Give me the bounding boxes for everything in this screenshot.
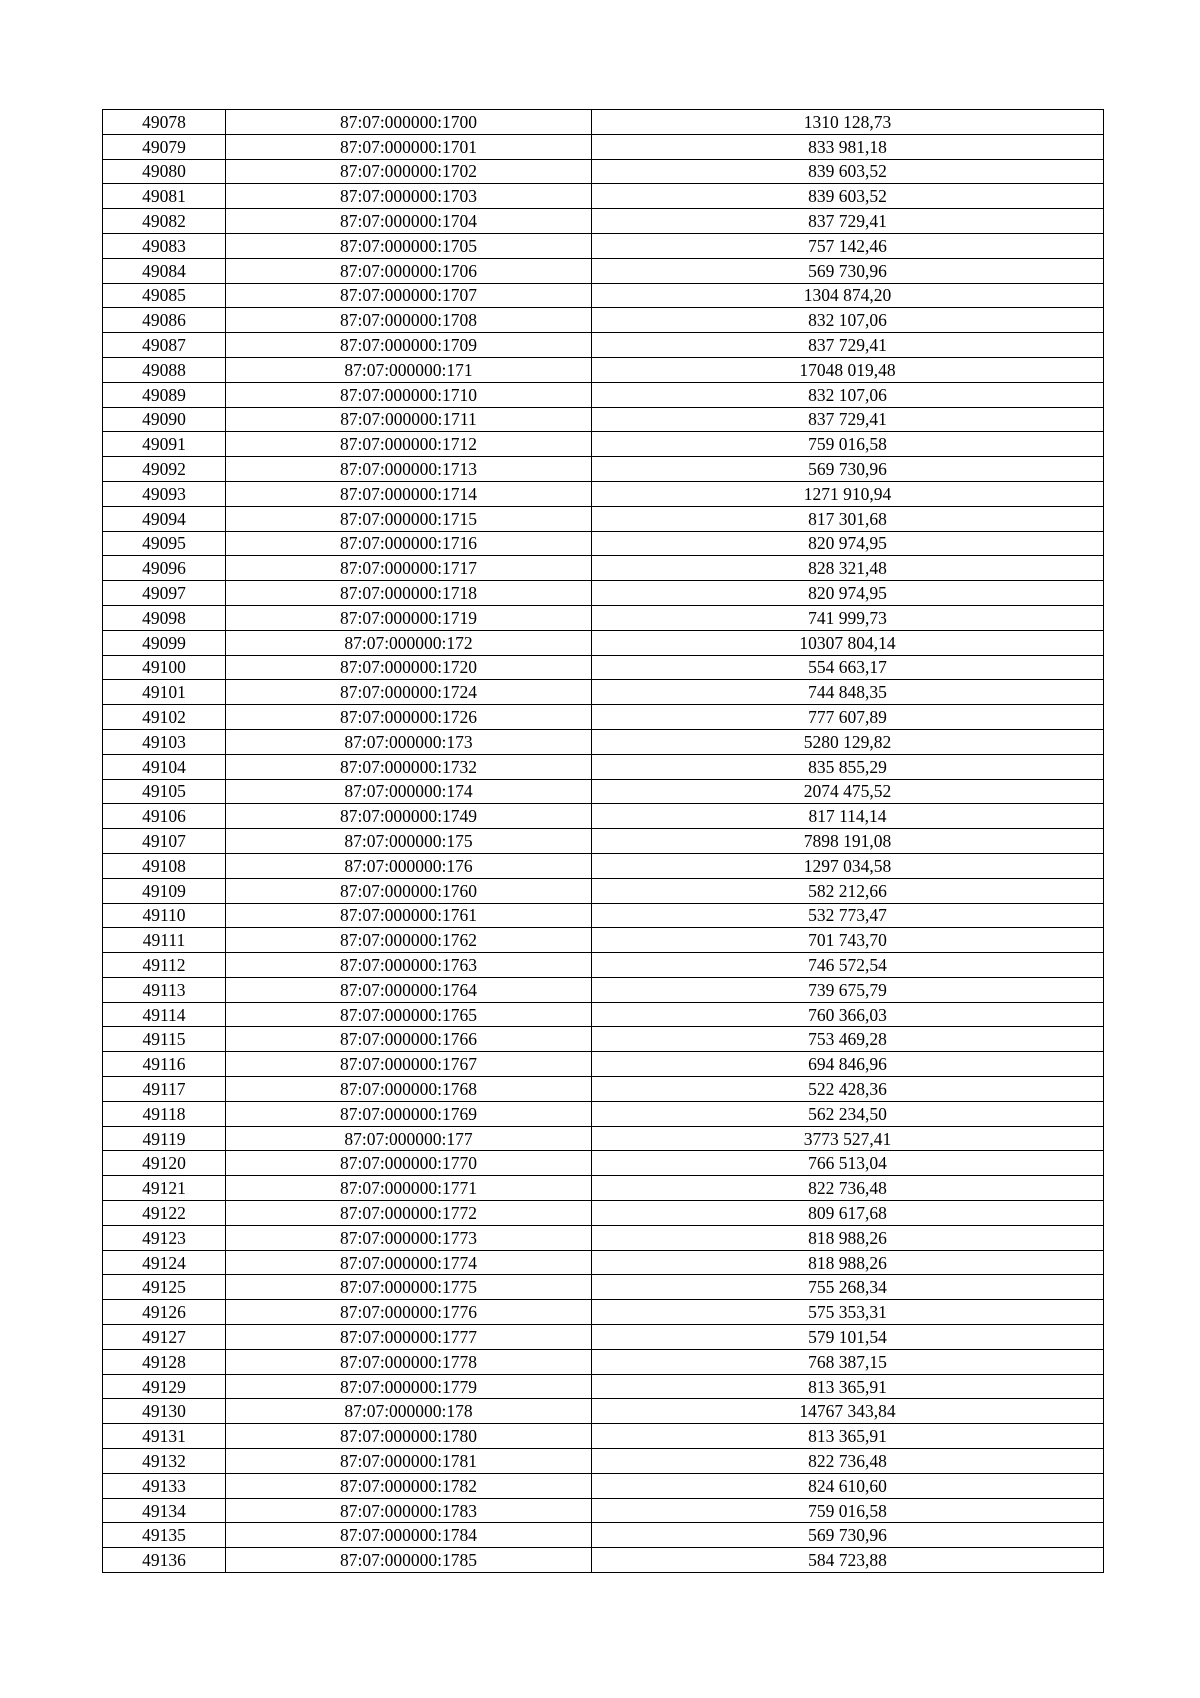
table-row [103,457,1104,482]
cadastral-number-cell: 87:07:000000:1776 [226,1300,592,1325]
row-number-cell: 49103 [103,729,226,754]
row-number-cell: 49096 [103,556,226,581]
row-number-cell: 49133 [103,1473,226,1498]
row-number-cell: 49106 [103,804,226,829]
row-number-cell: 49110 [103,903,226,928]
table-row [103,1349,1104,1374]
row-number-cell: 49125 [103,1275,226,1300]
cadastral-number-cell: 87:07:000000:1778 [226,1349,592,1374]
cadastral-number-cell: 87:07:000000:1760 [226,878,592,903]
cadastral-value-cell: 569 730,96 [592,1523,1104,1548]
table-row [103,581,1104,606]
cadastral-number-cell: 87:07:000000:1761 [226,903,592,928]
cadastral-value-cell: 822 736,48 [592,1449,1104,1474]
cadastral-number-cell: 87:07:000000:1707 [226,283,592,308]
cadastral-number-cell: 87:07:000000:1717 [226,556,592,581]
cadastral-number-cell: 87:07:000000:175 [226,829,592,854]
table-row [103,1176,1104,1201]
table-row [103,382,1104,407]
table-row [103,1523,1104,1548]
cadastral-number-cell: 87:07:000000:1709 [226,333,592,358]
cadastral-number-cell: 87:07:000000:1703 [226,184,592,209]
row-number-cell: 49090 [103,407,226,432]
table-row [103,481,1104,506]
row-number-cell: 49105 [103,779,226,804]
row-number-cell: 49083 [103,233,226,258]
row-number-cell: 49122 [103,1201,226,1226]
row-number-cell: 49118 [103,1101,226,1126]
cadastral-number-cell: 87:07:000000:1732 [226,754,592,779]
row-number-cell: 49115 [103,1027,226,1052]
table-row [103,1498,1104,1523]
cadastral-number-cell: 87:07:000000:1784 [226,1523,592,1548]
cadastral-value-cell: 753 469,28 [592,1027,1104,1052]
cadastral-value-cell: 1310 128,73 [592,110,1104,135]
row-number-cell: 49117 [103,1077,226,1102]
row-number-cell: 49086 [103,308,226,333]
table-row [103,953,1104,978]
row-number-cell: 49097 [103,581,226,606]
cadastral-value-cell: 569 730,96 [592,258,1104,283]
table-row [103,853,1104,878]
cadastral-value-cell: 562 234,50 [592,1101,1104,1126]
row-number-cell: 49128 [103,1349,226,1374]
cadastral-number-cell: 87:07:000000:1774 [226,1250,592,1275]
cadastral-value-cell: 14767 343,84 [592,1399,1104,1424]
cadastral-value-cell: 744 848,35 [592,680,1104,705]
cadastral-value-cell: 584 723,88 [592,1548,1104,1573]
cadastral-value-cell: 832 107,06 [592,382,1104,407]
cadastral-number-cell: 87:07:000000:1769 [226,1101,592,1126]
cadastral-value-cell: 1297 034,58 [592,853,1104,878]
cadastral-value-cell: 10307 804,14 [592,630,1104,655]
row-number-cell: 49109 [103,878,226,903]
cadastral-value-cell: 828 321,48 [592,556,1104,581]
cadastral-number-cell: 87:07:000000:1783 [226,1498,592,1523]
row-number-cell: 49116 [103,1052,226,1077]
cadastral-value-cell: 837 729,41 [592,209,1104,234]
table-row [103,1548,1104,1573]
row-number-cell: 49120 [103,1151,226,1176]
table-row [103,233,1104,258]
cadastral-value-cell: 759 016,58 [592,1498,1104,1523]
table-row [103,1225,1104,1250]
cadastral-value-cell: 837 729,41 [592,333,1104,358]
cadastral-number-cell: 87:07:000000:176 [226,853,592,878]
row-number-cell: 49079 [103,134,226,159]
cadastral-number-cell: 87:07:000000:1775 [226,1275,592,1300]
cadastral-number-cell: 87:07:000000:1749 [226,804,592,829]
row-number-cell: 49129 [103,1374,226,1399]
table-row [103,1374,1104,1399]
cadastral-value-cell: 5280 129,82 [592,729,1104,754]
cadastral-number-cell: 87:07:000000:1700 [226,110,592,135]
cadastral-value-cell: 3773 527,41 [592,1126,1104,1151]
cadastral-number-cell: 87:07:000000:1781 [226,1449,592,1474]
row-number-cell: 49089 [103,382,226,407]
table-row [103,1300,1104,1325]
cadastral-number-cell: 87:07:000000:1770 [226,1151,592,1176]
cadastral-number-cell: 87:07:000000:1714 [226,481,592,506]
cadastral-value-cell: 532 773,47 [592,903,1104,928]
cadastral-value-cell: 760 366,03 [592,1002,1104,1027]
table-row [103,1449,1104,1474]
cadastral-value-cell: 1271 910,94 [592,481,1104,506]
cadastral-number-cell: 87:07:000000:1708 [226,308,592,333]
cadastral-value-cell: 569 730,96 [592,457,1104,482]
cadastral-value-cell: 837 729,41 [592,407,1104,432]
table-body [103,110,1104,1573]
cadastral-number-cell: 87:07:000000:1779 [226,1374,592,1399]
cadastral-value-cell: 741 999,73 [592,605,1104,630]
table-row [103,630,1104,655]
table-row [103,1473,1104,1498]
cadastral-number-cell: 87:07:000000:1785 [226,1548,592,1573]
row-number-cell: 49131 [103,1424,226,1449]
table-row [103,184,1104,209]
table-row [103,1399,1104,1424]
row-number-cell: 49078 [103,110,226,135]
row-number-cell: 49091 [103,432,226,457]
cadastral-value-cell: 813 365,91 [592,1374,1104,1399]
table-row [103,159,1104,184]
row-number-cell: 49095 [103,531,226,556]
cadastral-value-cell: 818 988,26 [592,1225,1104,1250]
cadastral-value-cell: 579 101,54 [592,1325,1104,1350]
row-number-cell: 49107 [103,829,226,854]
table-row [103,928,1104,953]
cadastral-number-cell: 87:07:000000:1777 [226,1325,592,1350]
cadastral-value-cell: 582 212,66 [592,878,1104,903]
table-row [103,754,1104,779]
cadastral-value-cell: 820 974,95 [592,581,1104,606]
cadastral-value-cell: 833 981,18 [592,134,1104,159]
table-row [103,655,1104,680]
cadastral-number-cell: 87:07:000000:1710 [226,382,592,407]
cadastral-number-cell: 87:07:000000:1762 [226,928,592,953]
cadastral-value-cell: 739 675,79 [592,977,1104,1002]
cadastral-value-cell: 554 663,17 [592,655,1104,680]
cadastral-number-cell: 87:07:000000:1766 [226,1027,592,1052]
table-row [103,432,1104,457]
cadastral-value-cell: 522 428,36 [592,1077,1104,1102]
table-row [103,680,1104,705]
table-row [103,333,1104,358]
cadastral-number-cell: 87:07:000000:1702 [226,159,592,184]
cadastral-value-cell: 835 855,29 [592,754,1104,779]
cadastral-number-cell: 87:07:000000:1771 [226,1176,592,1201]
table-row [103,1002,1104,1027]
table-row [103,110,1104,135]
cadastral-value-cell: 817 301,68 [592,506,1104,531]
table-row [103,1250,1104,1275]
cadastral-value-cell: 839 603,52 [592,184,1104,209]
row-number-cell: 49085 [103,283,226,308]
table-row [103,804,1104,829]
cadastral-value-cell: 701 743,70 [592,928,1104,953]
table-row [103,1151,1104,1176]
cadastral-value-cell: 694 846,96 [592,1052,1104,1077]
row-number-cell: 49114 [103,1002,226,1027]
cadastral-value-cell: 824 610,60 [592,1473,1104,1498]
cadastral-number-cell: 87:07:000000:174 [226,779,592,804]
table-row [103,357,1104,382]
cadastral-number-cell: 87:07:000000:1782 [226,1473,592,1498]
table-row [103,407,1104,432]
cadastral-value-cell: 813 365,91 [592,1424,1104,1449]
table-row [103,506,1104,531]
row-number-cell: 49093 [103,481,226,506]
cadastral-value-cell: 575 353,31 [592,1300,1104,1325]
cadastral-number-cell: 87:07:000000:1716 [226,531,592,556]
cadastral-value-cell: 2074 475,52 [592,779,1104,804]
cadastral-number-cell: 87:07:000000:1773 [226,1225,592,1250]
cadastral-number-cell: 87:07:000000:177 [226,1126,592,1151]
cadastral-number-cell: 87:07:000000:1706 [226,258,592,283]
row-number-cell: 49135 [103,1523,226,1548]
table-row [103,705,1104,730]
table-row [103,209,1104,234]
table-row [103,829,1104,854]
table-row [103,729,1104,754]
table-row [103,779,1104,804]
cadastral-value-cell: 820 974,95 [592,531,1104,556]
cadastral-number-cell: 87:07:000000:1720 [226,655,592,680]
table-row [103,903,1104,928]
row-number-cell: 49082 [103,209,226,234]
row-number-cell: 49098 [103,605,226,630]
row-number-cell: 49130 [103,1399,226,1424]
cadastral-number-cell: 87:07:000000:1780 [226,1424,592,1449]
cadastral-number-cell: 87:07:000000:1764 [226,977,592,1002]
table-row [103,556,1104,581]
cadastral-value-table [102,109,1104,1573]
row-number-cell: 49101 [103,680,226,705]
cadastral-number-cell: 87:07:000000:1718 [226,581,592,606]
cadastral-number-cell: 87:07:000000:1704 [226,209,592,234]
cadastral-value-cell: 755 268,34 [592,1275,1104,1300]
cadastral-value-cell: 17048 019,48 [592,357,1104,382]
cadastral-number-cell: 87:07:000000:1701 [226,134,592,159]
cadastral-value-cell: 832 107,06 [592,308,1104,333]
table-row [103,878,1104,903]
table-row [103,283,1104,308]
row-number-cell: 49084 [103,258,226,283]
table-row [103,1325,1104,1350]
table-row [103,1126,1104,1151]
cadastral-value-cell: 7898 191,08 [592,829,1104,854]
row-number-cell: 49100 [103,655,226,680]
cadastral-number-cell: 87:07:000000:172 [226,630,592,655]
row-number-cell: 49123 [103,1225,226,1250]
cadastral-value-cell: 746 572,54 [592,953,1104,978]
cadastral-number-cell: 87:07:000000:1763 [226,953,592,978]
cadastral-number-cell: 87:07:000000:1768 [226,1077,592,1102]
row-number-cell: 49121 [103,1176,226,1201]
table-row [103,977,1104,1002]
row-number-cell: 49102 [103,705,226,730]
cadastral-number-cell: 87:07:000000:1724 [226,680,592,705]
cadastral-value-cell: 768 387,15 [592,1349,1104,1374]
cadastral-number-cell: 87:07:000000:173 [226,729,592,754]
cadastral-number-cell: 87:07:000000:1715 [226,506,592,531]
cadastral-number-cell: 87:07:000000:1765 [226,1002,592,1027]
table-row [103,1201,1104,1226]
row-number-cell: 49104 [103,754,226,779]
row-number-cell: 49124 [103,1250,226,1275]
cadastral-value-cell: 759 016,58 [592,432,1104,457]
cadastral-value-cell: 839 603,52 [592,159,1104,184]
table-row [103,1052,1104,1077]
cadastral-value-cell: 1304 874,20 [592,283,1104,308]
cadastral-number-cell: 87:07:000000:1705 [226,233,592,258]
table-row [103,134,1104,159]
cadastral-number-cell: 87:07:000000:1772 [226,1201,592,1226]
cadastral-number-cell: 87:07:000000:1726 [226,705,592,730]
cadastral-value-cell: 822 736,48 [592,1176,1104,1201]
row-number-cell: 49132 [103,1449,226,1474]
row-number-cell: 49113 [103,977,226,1002]
row-number-cell: 49126 [103,1300,226,1325]
cadastral-value-cell: 817 114,14 [592,804,1104,829]
cadastral-number-cell: 87:07:000000:178 [226,1399,592,1424]
cadastral-value-cell: 818 988,26 [592,1250,1104,1275]
cadastral-value-cell: 757 142,46 [592,233,1104,258]
row-number-cell: 49081 [103,184,226,209]
row-number-cell: 49108 [103,853,226,878]
row-number-cell: 49127 [103,1325,226,1350]
row-number-cell: 49112 [103,953,226,978]
row-number-cell: 49111 [103,928,226,953]
cadastral-number-cell: 87:07:000000:171 [226,357,592,382]
table-row [103,1101,1104,1126]
table-row [103,1275,1104,1300]
row-number-cell: 49136 [103,1548,226,1573]
table-row [103,308,1104,333]
row-number-cell: 49087 [103,333,226,358]
row-number-cell: 49088 [103,357,226,382]
table-row [103,1424,1104,1449]
table-row [103,1027,1104,1052]
table-row [103,531,1104,556]
row-number-cell: 49134 [103,1498,226,1523]
cadastral-number-cell: 87:07:000000:1713 [226,457,592,482]
table-row [103,605,1104,630]
row-number-cell: 49080 [103,159,226,184]
cadastral-value-cell: 777 607,89 [592,705,1104,730]
table-row [103,1077,1104,1102]
cadastral-number-cell: 87:07:000000:1711 [226,407,592,432]
row-number-cell: 49119 [103,1126,226,1151]
cadastral-value-cell: 809 617,68 [592,1201,1104,1226]
cadastral-number-cell: 87:07:000000:1712 [226,432,592,457]
row-number-cell: 49094 [103,506,226,531]
row-number-cell: 49092 [103,457,226,482]
cadastral-value-cell: 766 513,04 [592,1151,1104,1176]
row-number-cell: 49099 [103,630,226,655]
cadastral-number-cell: 87:07:000000:1767 [226,1052,592,1077]
table-row [103,258,1104,283]
cadastral-number-cell: 87:07:000000:1719 [226,605,592,630]
